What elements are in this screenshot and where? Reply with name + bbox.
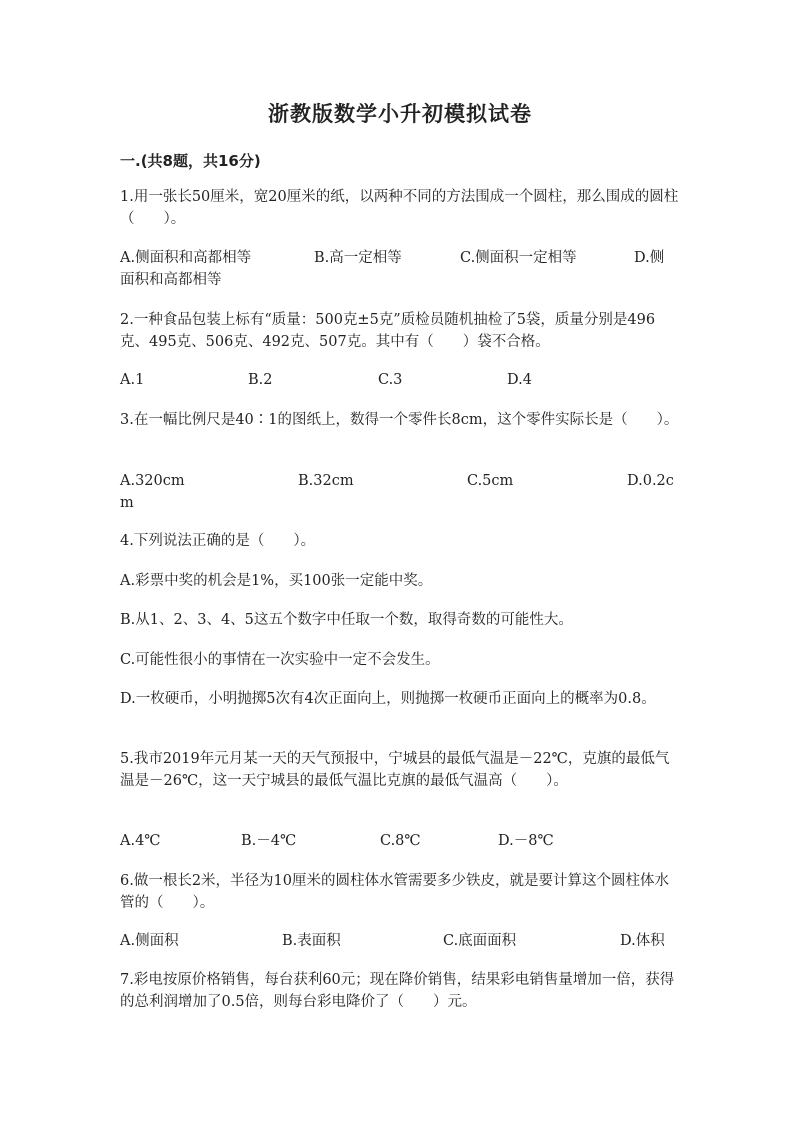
q5-option-b: B.－4℃ [241, 833, 297, 849]
q4-option-d: D.一枚硬币，小明抛掷5次有4次正面向上，则抛掷一枚硬币正面向上的概率为0.8。 [120, 691, 656, 707]
q2-option-d: D.4 [507, 372, 532, 388]
q4-option-b: B.从1、2、3、4、5这五个数字中任取一个数，取得奇数的可能性大。 [120, 612, 573, 628]
q2-option-a: A.1 [120, 372, 145, 388]
q1-option-d-wrap: 面积和高都相等 [120, 272, 222, 288]
q3-option-d-wrap: m [120, 495, 134, 511]
question-2-stem: 2.一种食品包装上标有“质量：500克±5克”质检员随机抽检了5袋，质量分别是496克、495克、506克、492克、507克。其中有（ ）袋不合格。 [120, 312, 656, 350]
q1-option-c: C.侧面积一定相等 [460, 250, 577, 266]
section-heading: 一.(共8题，共16分) [120, 152, 261, 170]
q6-option-b: B.表面积 [282, 933, 341, 949]
question-3-stem: 3.在一幅比例尺是40∶1的图纸上，数得一个零件长8cm，这个零件实际长是（ ）。 [120, 412, 679, 428]
q3-option-c: C.5cm [467, 473, 514, 489]
q1-option-a: A.侧面积和高都相等 [120, 250, 252, 266]
question-6-stem: 6.做一根长2米，半径为10厘米的圆柱体水管需要多少铁皮，就是要计算这个圆柱体水管的（ ）。 [120, 873, 670, 911]
question-4-stem: 4.下列说法正确的是（ ）。 [120, 533, 316, 549]
q3-option-d: D.0.2c [627, 473, 674, 489]
question-5-stem: 5.我市2019年元月某一天的天气预报中，宁城县的最低气温是－22℃，克旗的最低气温是－26℃，这一天宁城县的最低气温比克旗的最低气温高（ ）。 [120, 751, 670, 789]
q4-option-a: A.彩票中奖的机会是1%，买100张一定能中奖。 [120, 573, 433, 589]
page-title: 浙教版数学小升初模拟试卷 [268, 102, 532, 126]
q4-option-c: C.可能性很小的事情在一次实验中一定不会发生。 [120, 652, 440, 668]
q1-option-b: B.高一定相等 [314, 250, 402, 266]
q3-option-b: B.32cm [298, 473, 354, 489]
q3-option-a: A.320cm [120, 473, 185, 489]
question-1-stem: 1.用一张长50厘米，宽20厘米的纸，以两种不同的方法围成一个圆柱，那么围成的圆柱（ ）。 [120, 189, 679, 227]
q6-option-d: D.体积 [620, 933, 665, 949]
q5-option-d: D.－8℃ [498, 833, 554, 849]
q2-option-b: B.2 [248, 372, 273, 388]
q1-option-d: D.侧 [634, 250, 665, 266]
q2-option-c: C.3 [378, 372, 403, 388]
q6-option-a: A.侧面积 [120, 933, 179, 949]
q5-option-c: C.8℃ [380, 833, 421, 849]
q5-option-a: A.4℃ [120, 833, 161, 849]
q6-option-c: C.底面面积 [443, 933, 517, 949]
question-7-stem: 7.彩电按原价格销售，每台获利60元；现在降价销售，结果彩电销售量增加一倍，获得的总利润增加了0.5倍，则每台彩电降价了（ ）元。 [120, 972, 675, 1010]
